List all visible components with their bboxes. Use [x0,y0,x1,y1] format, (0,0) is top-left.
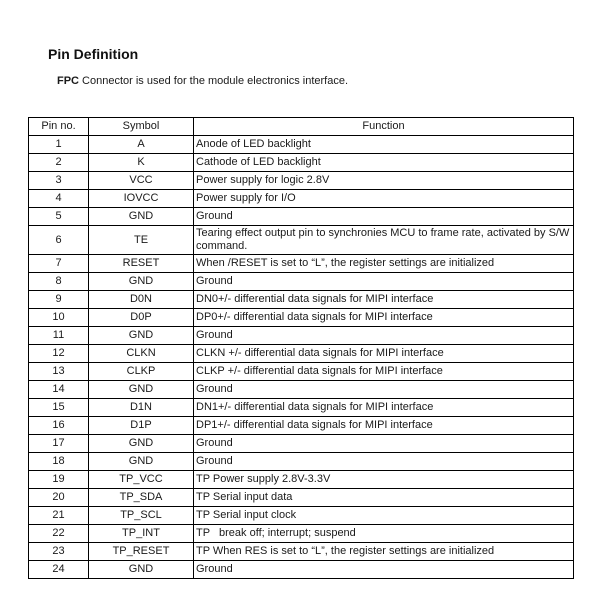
pin-number-cell: 1 [29,136,89,154]
function-cell: TP Serial input data [194,489,574,507]
function-cell: Ground [194,273,574,291]
page-title: Pin Definition [48,46,139,62]
table-row [29,453,574,471]
function-cell: DP0+/- differential data signals for MIPI interface [194,309,574,327]
pin-number-cell: 8 [29,273,89,291]
function-cell: DN0+/- differential data signals for MIPI interface [194,291,574,309]
function-cell: Ground [194,453,574,471]
function-cell: Cathode of LED backlight [194,154,574,172]
symbol-cell: D0P [89,309,194,327]
table-row [29,154,574,172]
table-row [29,309,574,327]
function-cell: Ground [194,208,574,226]
symbol-cell: GND [89,435,194,453]
function-cell: TP Power supply 2.8V-3.3V [194,471,574,489]
table-row [29,399,574,417]
table-row [29,489,574,507]
table-row [29,345,574,363]
symbol-cell: GND [89,273,194,291]
column-header-symbol: Symbol [89,118,194,136]
function-cell: CLKP +/- differential data signals for MIPI interface [194,363,574,381]
pin-number-cell: 10 [29,309,89,327]
pin-number-cell: 19 [29,471,89,489]
pin-number-cell: 13 [29,363,89,381]
table-row [29,327,574,345]
function-cell: Power supply for I/O [194,190,574,208]
table-row [29,226,574,255]
pin-number-cell: 15 [29,399,89,417]
column-header-function: Function [194,118,574,136]
symbol-cell: K [89,154,194,172]
function-cell: Ground [194,327,574,345]
symbol-cell: VCC [89,172,194,190]
symbol-cell: D0N [89,291,194,309]
symbol-cell: CLKP [89,363,194,381]
pin-number-cell: 7 [29,255,89,273]
subtitle-rest-text: Connector is used for the module electronics interface. [79,75,349,87]
table-row [29,190,574,208]
symbol-cell: TE [89,226,194,255]
pin-number-cell: 14 [29,381,89,399]
table-row [29,471,574,489]
pin-number-cell: 9 [29,291,89,309]
function-cell: DP1+/- differential data signals for MIPI interface [194,417,574,435]
pin-definition-table [28,117,574,579]
symbol-cell: D1P [89,417,194,435]
table-row [29,507,574,525]
table-row [29,208,574,226]
table-row [29,172,574,190]
function-cell: CLKN +/- differential data signals for MIPI interface [194,345,574,363]
symbol-cell: D1N [89,399,194,417]
pin-number-cell: 23 [29,543,89,561]
function-cell: TP When RES is set to “L”, the register settings are initialized [194,543,574,561]
table-row [29,417,574,435]
function-cell: Ground [194,561,574,579]
symbol-cell: TP_VCC [89,471,194,489]
pin-number-cell: 24 [29,561,89,579]
symbol-cell: GND [89,327,194,345]
pin-number-cell: 11 [29,327,89,345]
function-cell: Anode of LED backlight [194,136,574,154]
symbol-cell: GND [89,561,194,579]
function-cell: DN1+/- differential data signals for MIPI interface [194,399,574,417]
pin-number-cell: 16 [29,417,89,435]
symbol-cell: RESET [89,255,194,273]
pin-number-cell: 22 [29,525,89,543]
symbol-cell: TP_SDA [89,489,194,507]
pin-number-cell: 12 [29,345,89,363]
symbol-cell: TP_RESET [89,543,194,561]
function-cell: TP Serial input clock [194,507,574,525]
symbol-cell: IOVCC [89,190,194,208]
function-cell: Ground [194,435,574,453]
pin-number-cell: 20 [29,489,89,507]
table-row [29,136,574,154]
symbol-cell: CLKN [89,345,194,363]
table-row [29,543,574,561]
pin-number-cell: 17 [29,435,89,453]
pin-number-cell: 18 [29,453,89,471]
subtitle-bold-text: FPC [57,75,79,87]
pin-number-cell: 2 [29,154,89,172]
column-header-pin-no: Pin no. [29,118,89,136]
pin-number-cell: 5 [29,208,89,226]
pin-number-cell: 21 [29,507,89,525]
pin-number-cell: 3 [29,172,89,190]
pin-number-cell: 4 [29,190,89,208]
function-cell: Tearing effect output pin to synchronies MCU to frame rate, activated by S/W command. [194,226,574,255]
table-row [29,363,574,381]
symbol-cell: GND [89,208,194,226]
table-header-row [29,118,574,136]
pin-number-cell: 6 [29,226,89,255]
table-row [29,525,574,543]
symbol-cell: TP_SCL [89,507,194,525]
table-row [29,291,574,309]
table-row [29,561,574,579]
table-row [29,273,574,291]
table-row [29,381,574,399]
symbol-cell: GND [89,381,194,399]
symbol-cell: A [89,136,194,154]
table-row [29,435,574,453]
function-cell: When /RESET is set to “L”, the register settings are initialized [194,255,574,273]
subtitle [57,75,348,87]
symbol-cell: TP_INT [89,525,194,543]
function-cell: Ground [194,381,574,399]
function-cell: TP break off; interrupt; suspend [194,525,574,543]
table-row [29,255,574,273]
symbol-cell: GND [89,453,194,471]
function-cell: Power supply for logic 2.8V [194,172,574,190]
